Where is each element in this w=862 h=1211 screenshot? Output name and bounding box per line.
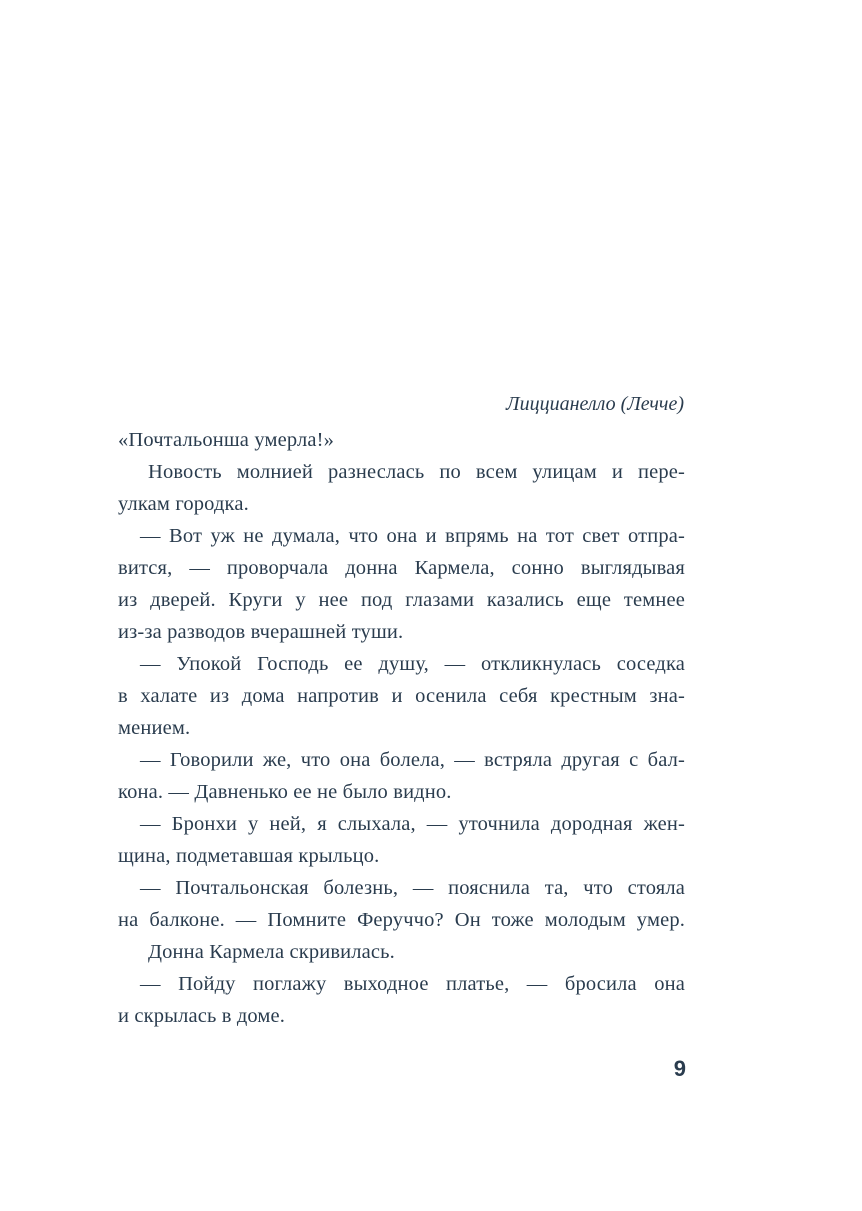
text-line: улкам городка. (118, 493, 249, 515)
text-line: из дверей. Круги у нее под глазами казались еще темнее (118, 589, 685, 611)
text-line: «Почтальонша умерла!» (118, 429, 334, 451)
text-line: — Пойду поглажу выходное платье, — бросила она (140, 973, 685, 995)
text-line: и скрылась в доме. (118, 1005, 286, 1027)
text-line: — Вот уж не думала, что она и впрямь на тот свет отпра- (140, 525, 685, 547)
text-line: щина, подметавшая крыльцо. (118, 845, 380, 867)
text-line: в халате из дома напротив и осенила себя крестным зна- (118, 685, 685, 707)
text-line: — Упокой Господь ее душу, — откликнулась соседка (140, 653, 685, 675)
text-line: из-за разводов вчерашней туши. (118, 621, 404, 643)
text-line: Новость молнией разнеслась по всем улицам и пере- (148, 461, 685, 483)
text-line: Донна Кармела скривилась. (148, 941, 395, 963)
text-line: — Бронхи у ней, я слыхала, — уточнила дородная жен- (140, 813, 685, 835)
text-line: — Говорили же, что она болела, — встряла другая с бал- (140, 749, 685, 771)
text-line: мением. (118, 717, 191, 739)
text-line: — Почтальонская болезнь, — пояснила та, что стояла (140, 877, 685, 899)
text-line: кона. — Давненько ее не было видно. (118, 781, 452, 803)
text-line: вится, — проворчала донна Кармела, сонно выглядывая (118, 557, 685, 579)
body-text (118, 424, 685, 1032)
page-number: 9 (673, 1056, 686, 1081)
location-header: Лиццианелло (Лечче) (506, 393, 684, 415)
text-line: на балконе. — Помните Феруччо? Он тоже молодым умер. (118, 909, 685, 931)
